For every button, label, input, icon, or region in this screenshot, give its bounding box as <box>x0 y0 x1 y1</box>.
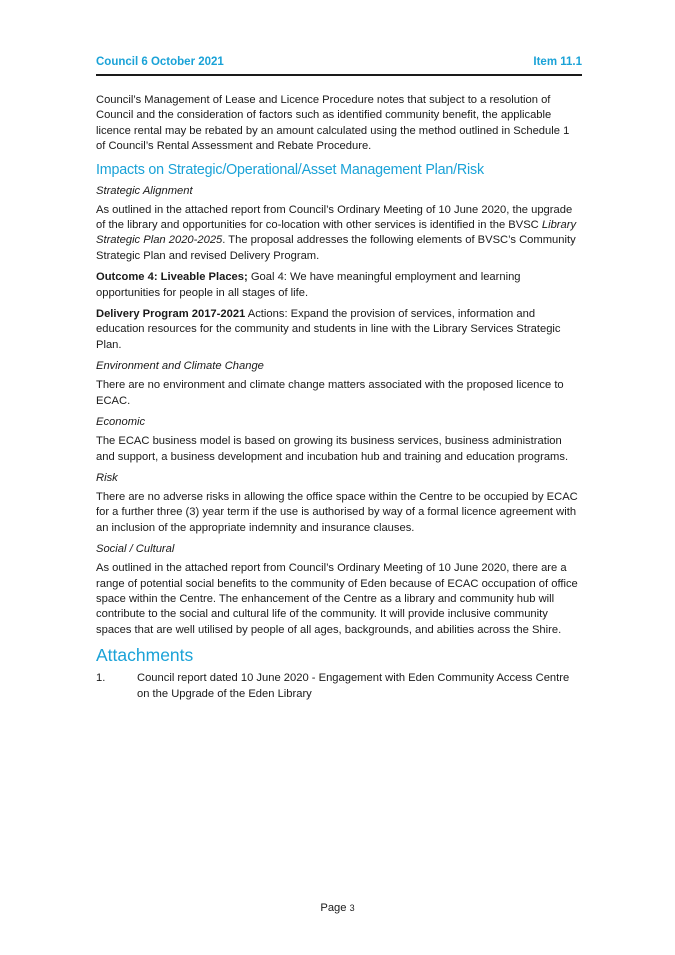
delivery-program-paragraph <box>96 307 581 353</box>
outcome-paragraph <box>96 270 581 301</box>
attachment-number: 1. <box>96 672 106 685</box>
economic-heading: Economic <box>96 416 146 429</box>
risk-paragraph: There are no adverse risks in allowing the office space within the Centre to be occupied by ECAC for a further three (3) year term if the use is authorised by way of a formal licence agreement with an inclusion of the appropriate indemnity and insurance clauses. <box>96 490 578 534</box>
strategic-alignment-heading: Strategic Alignment <box>96 184 193 197</box>
item-number: Item 11.1 <box>533 56 582 68</box>
attachments-heading: Attachments <box>96 645 194 666</box>
attachment-item <box>96 671 581 702</box>
attachment-title: Council report dated 10 June 2020 - Engagement with Eden Community Access Centre on the Upgrade of the Eden Library <box>137 672 570 700</box>
environment-paragraph: There are no environment and climate change matters associated with the proposed licence to ECAC. <box>96 379 564 407</box>
delivery-program-text: Actions: Expand the provision of services, information and education resources for the community and students in line with the Library Services Strategic Plan. <box>96 308 561 351</box>
economic-paragraph: The ECAC business model is based on growing its business services, business administration and support, a business development and incubation hub and training and education programs. <box>96 435 569 463</box>
page-number: 3 <box>349 903 355 913</box>
delivery-program-label: Delivery Program 2017-2021 <box>96 308 246 321</box>
strategic-text-end: . The proposal addresses the following elements of BVSC’s Community Strategic Plan and revised Delivery Program. <box>96 234 576 262</box>
header-divider <box>96 74 582 76</box>
impacts-heading: Impacts on Strategic/Operational/Asset Management Plan/Risk <box>96 161 484 178</box>
intro-paragraph: Council’s Management of Lease and Licence Procedure notes that subject to a resolution of Council and the consideration of factors such as identified community benefit, the applicable licence rental may be rebated by an amount calculated using the method outlined in Schedule 1 of Council’s Rental Assessment and Rebate Procedure. <box>96 94 570 153</box>
meeting-date: Council 6 October 2021 <box>96 56 224 68</box>
page-label: Page <box>320 902 347 914</box>
environment-heading: Environment and Climate Change <box>96 360 264 373</box>
document-body <box>96 93 581 702</box>
page-footer <box>0 902 675 914</box>
outcome-label: Outcome 4: Liveable Places; <box>96 271 248 284</box>
library-plan-title: Library Strategic Plan 2020-2025 <box>96 219 577 247</box>
page-header <box>96 53 582 71</box>
risk-heading: Risk <box>96 471 118 484</box>
social-cultural-paragraph: As outlined in the attached report from Council’s Ordinary Meeting of 10 June 2020, there are a range of potential social benefits to the community of Eden because of ECAC occupation of office space within the Centre. The enhancement of the Centre as a library and community hub will contribute to the social and cultural life of the community. It will provide inclusive community spaces that are well utilised by people of all ages, backgrounds, and abilities across the Shire. <box>96 562 578 636</box>
outcome-text: Goal 4: We have meaningful employment and learning opportunities for people in all stages of life. <box>96 271 521 299</box>
strategic-alignment-paragraph <box>96 203 581 265</box>
strategic-text-start: As outlined in the attached report from Council’s Ordinary Meeting of 10 June 2020, the upgrade of the library and opportunities for co-location with other services is identified in the BVSC <box>96 203 573 232</box>
social-cultural-heading: Social / Cultural <box>96 543 175 556</box>
